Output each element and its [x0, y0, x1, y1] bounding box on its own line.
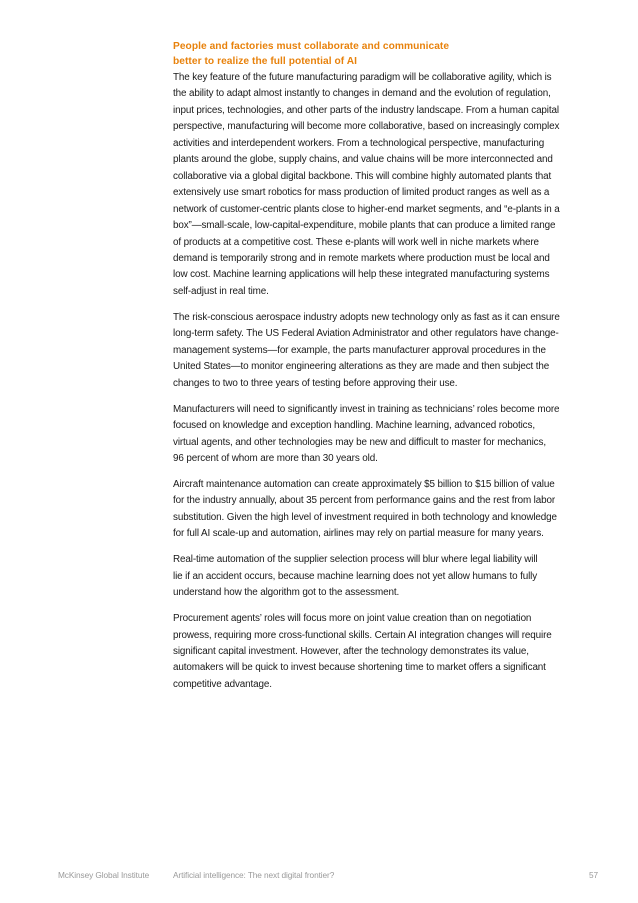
text-line: input prices, technologies, and other parts of the industry landscape. From a human capital	[173, 104, 559, 116]
text-line: perspective, manufacturing will become more collaborative, based on increasingly complex	[173, 121, 560, 133]
text-line: self-adjust in real time.	[173, 285, 269, 297]
paragraph-procurement	[173, 611, 601, 693]
footer-page-number: 57	[588, 870, 598, 880]
text-line: understand how the algorithm got to the assessment.	[173, 587, 400, 599]
text-line: lie if an accident occurs, because machine learning does not yet allow humans to fully	[173, 570, 538, 582]
text-line: 96 percent of whom are more than 30 years old.	[173, 452, 378, 464]
text-line: of products at a competitive cost. These e-plants will work well in niche markets where	[173, 236, 539, 248]
section-heading	[173, 39, 601, 69]
page-body	[173, 39, 601, 703]
text-line: virtual agents, and other technologies may be new and difficult to master for mechanics,	[173, 436, 546, 448]
paragraph-manufacturing-paradigm	[173, 70, 601, 300]
text-line: long-term safety. The US Federal Aviation Administrator and other regulators have change-	[173, 328, 559, 340]
text-line: demand is temporarily strong and in remote markets where production must be local and	[173, 252, 550, 264]
text-line: activities and interdependent workers. From a technological perspective, manufacturing	[173, 137, 545, 149]
text-line: Aircraft maintenance automation can create approximately $5 billion to $15 billion of value	[173, 478, 555, 490]
paragraph-supplier-selection	[173, 552, 601, 601]
footer-report-title: Artificial intelligence: The next digital frontier?	[173, 870, 335, 880]
text-line: significant capital investment. However, after the technology demonstrates its value,	[173, 646, 529, 657]
section-heading-line: better to realize the full potential of AI	[173, 56, 357, 67]
paragraph-aerospace	[173, 310, 601, 392]
section-heading-line: People and factories must collaborate and communicate	[173, 41, 450, 52]
text-line: Manufacturers will need to significantly invest in training as technicians’ roles become more	[173, 403, 560, 415]
text-line: Real-time automation of the supplier selection process will blur where legal liability will	[173, 554, 538, 566]
text-line: network of customer-centric plants close to higher-end market segments, and “e-plants in a	[173, 203, 560, 215]
paragraph-training	[173, 402, 601, 468]
text-line: United States—to monitor engineering alterations as they are made and then subject the	[173, 361, 550, 373]
text-line: for the industry annually, about 35 percent from performance gains and the rest from labor	[173, 495, 556, 507]
text-line: focused on knowledge and exception handling. Machine learning, advanced robotics,	[173, 420, 535, 432]
text-line: The risk-conscious aerospace industry adopts new technology only as fast as it can ensure	[173, 311, 560, 323]
text-line: changes to two to three years of testing before approving their use.	[173, 377, 458, 389]
text-line: low cost. Machine learning applications will help these integrated manufacturing systems	[173, 269, 550, 281]
text-line: box”—small-scale, low-capital-expenditure, mobile plants that can produce a limited range	[173, 220, 556, 232]
text-line: extensively use smart robotics for mass production of limited product ranges as well as a	[173, 187, 550, 199]
text-line: plants around the globe, supply chains, and value chains will be more interconnected and	[173, 154, 553, 166]
paragraph-maintenance-automation	[173, 477, 601, 543]
text-line: automakers will be quick to invest because shortening time to market offers a significant	[173, 662, 546, 674]
text-line: the ability to adapt almost instantly to changes in demand and the evolution of regulation,	[173, 88, 551, 100]
text-line: management systems—for example, the parts manufacturer approval procedures in the	[173, 344, 546, 356]
text-line: collaborative via a global digital backbone. This will combine highly automated plants that	[173, 170, 552, 182]
text-line: The key feature of the future manufacturing paradigm will be collaborative agility, which is	[173, 72, 552, 83]
text-line: competitive advantage.	[173, 678, 272, 690]
text-line: substitution. Given the high level of investment required in both technology and knowledge	[173, 511, 557, 523]
footer-publisher: McKinsey Global Institute	[58, 870, 150, 880]
text-line: Procurement agents’ roles will focus more on joint value creation than on negotiation	[173, 613, 532, 625]
text-line: prowess, requiring more cross-functional skills. Certain AI integration changes will require	[173, 629, 552, 641]
text-line: for full AI scale-up and automation, airlines may rely on partial measure for many years.	[173, 528, 544, 540]
